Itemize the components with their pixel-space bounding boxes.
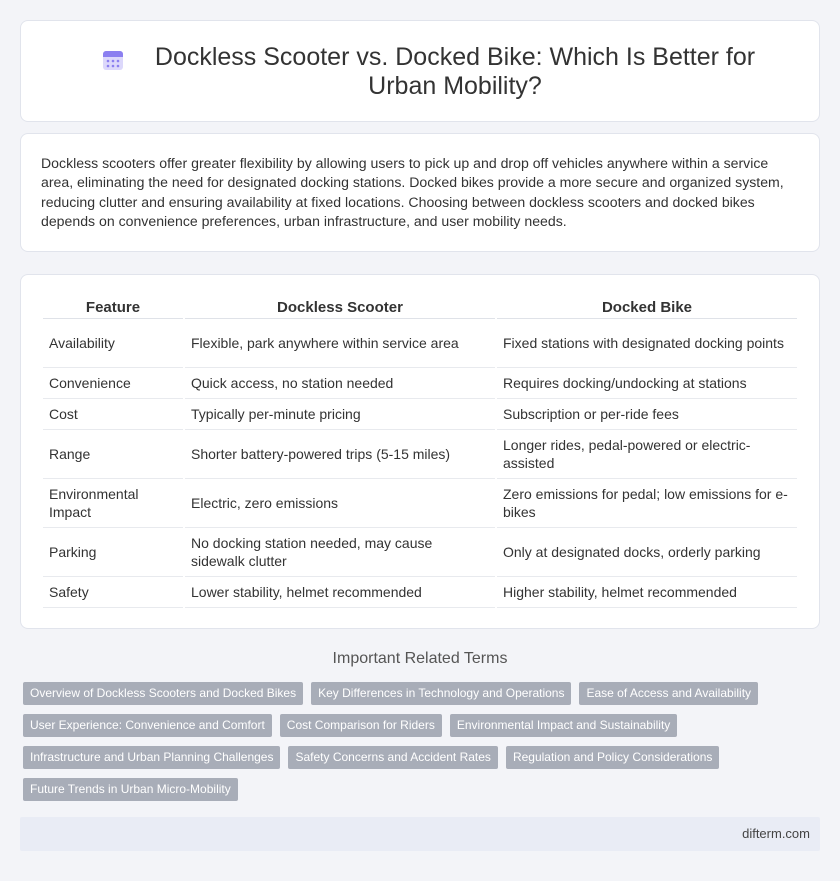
bike-cell: Requires docking/undocking at stations bbox=[497, 368, 797, 399]
feature-cell: Availability bbox=[43, 319, 183, 368]
scooter-cell: Lower stability, helmet recommended bbox=[185, 577, 495, 608]
feature-cell: Convenience bbox=[43, 368, 183, 399]
related-terms-list bbox=[23, 682, 783, 801]
scooter-cell: Electric, zero emissions bbox=[185, 479, 495, 528]
related-term-link[interactable]: Overview of Dockless Scooters and Docked Bikes bbox=[23, 682, 303, 705]
header-feature: Feature bbox=[43, 296, 183, 319]
table-row bbox=[43, 368, 797, 399]
feature-cell: Parking bbox=[43, 528, 183, 577]
comparison-card bbox=[20, 274, 820, 629]
feature-cell: Safety bbox=[43, 577, 183, 608]
table-row bbox=[43, 319, 797, 368]
bike-cell: Subscription or per-ride fees bbox=[497, 399, 797, 430]
header-docked-bike: Docked Bike bbox=[497, 296, 797, 319]
scooter-cell: Flexible, park anywhere within service area bbox=[185, 319, 495, 368]
bike-cell: Zero emissions for pedal; low emissions for e-bikes bbox=[497, 479, 797, 528]
bike-cell: Longer rides, pedal-powered or electric-assisted bbox=[497, 430, 797, 479]
scooter-cell: No docking station needed, may cause sidewalk clutter bbox=[185, 528, 495, 577]
table-row bbox=[43, 479, 797, 528]
title-card bbox=[20, 20, 820, 122]
related-term-link[interactable]: User Experience: Convenience and Comfort bbox=[23, 714, 272, 737]
feature-cell: Range bbox=[43, 430, 183, 479]
table-row bbox=[43, 577, 797, 608]
related-term-link[interactable]: Safety Concerns and Accident Rates bbox=[288, 746, 497, 769]
related-terms-title: Important Related Terms bbox=[332, 650, 508, 667]
feature-cell: Cost bbox=[43, 399, 183, 430]
bike-cell: Fixed stations with designated docking points bbox=[497, 319, 797, 368]
footer-site-link[interactable]: difterm.com bbox=[742, 826, 810, 841]
related-term-link[interactable]: Key Differences in Technology and Operations bbox=[311, 682, 571, 705]
summary-text: Dockless scooters offer greater flexibility by allowing users to pick up and drop off vehicles anywhere within a service area, eliminating the need for designated docking stations. Docked bikes provide a more secure and organized system, reducing clutter and ensuring availability at fixed locations. Choosing between dockless scooters and docked bikes depends on convenience preferences, urban infrastructure, and user mobility needs. bbox=[41, 155, 784, 229]
table-row bbox=[43, 528, 797, 577]
table-header-row bbox=[43, 296, 797, 319]
footer bbox=[20, 817, 820, 851]
related-term-link[interactable]: Ease of Access and Availability bbox=[579, 682, 758, 705]
header-dockless-scooter: Dockless Scooter bbox=[185, 296, 495, 319]
related-term-link[interactable]: Cost Comparison for Riders bbox=[280, 714, 442, 737]
scooter-cell: Shorter battery-powered trips (5-15 miles) bbox=[185, 430, 495, 479]
summary-card bbox=[20, 133, 820, 252]
comparison-table bbox=[41, 296, 799, 608]
bike-cell: Only at designated docks, orderly parking bbox=[497, 528, 797, 577]
related-term-link[interactable]: Environmental Impact and Sustainability bbox=[450, 714, 677, 737]
table-row bbox=[43, 399, 797, 430]
scooter-cell: Quick access, no station needed bbox=[185, 368, 495, 399]
related-term-link[interactable]: Infrastructure and Urban Planning Challenges bbox=[23, 746, 280, 769]
scooter-cell: Typically per-minute pricing bbox=[185, 399, 495, 430]
related-term-link[interactable]: Regulation and Policy Considerations bbox=[506, 746, 719, 769]
related-term-link[interactable]: Future Trends in Urban Micro-Mobility bbox=[23, 778, 238, 801]
page-title: Dockless Scooter vs. Docked Bike: Which Is Better for Urban Mobility? bbox=[154, 43, 756, 100]
feature-cell: Environmental Impact bbox=[43, 479, 183, 528]
table-row bbox=[43, 430, 797, 479]
bike-cell: Higher stability, helmet recommended bbox=[497, 577, 797, 608]
